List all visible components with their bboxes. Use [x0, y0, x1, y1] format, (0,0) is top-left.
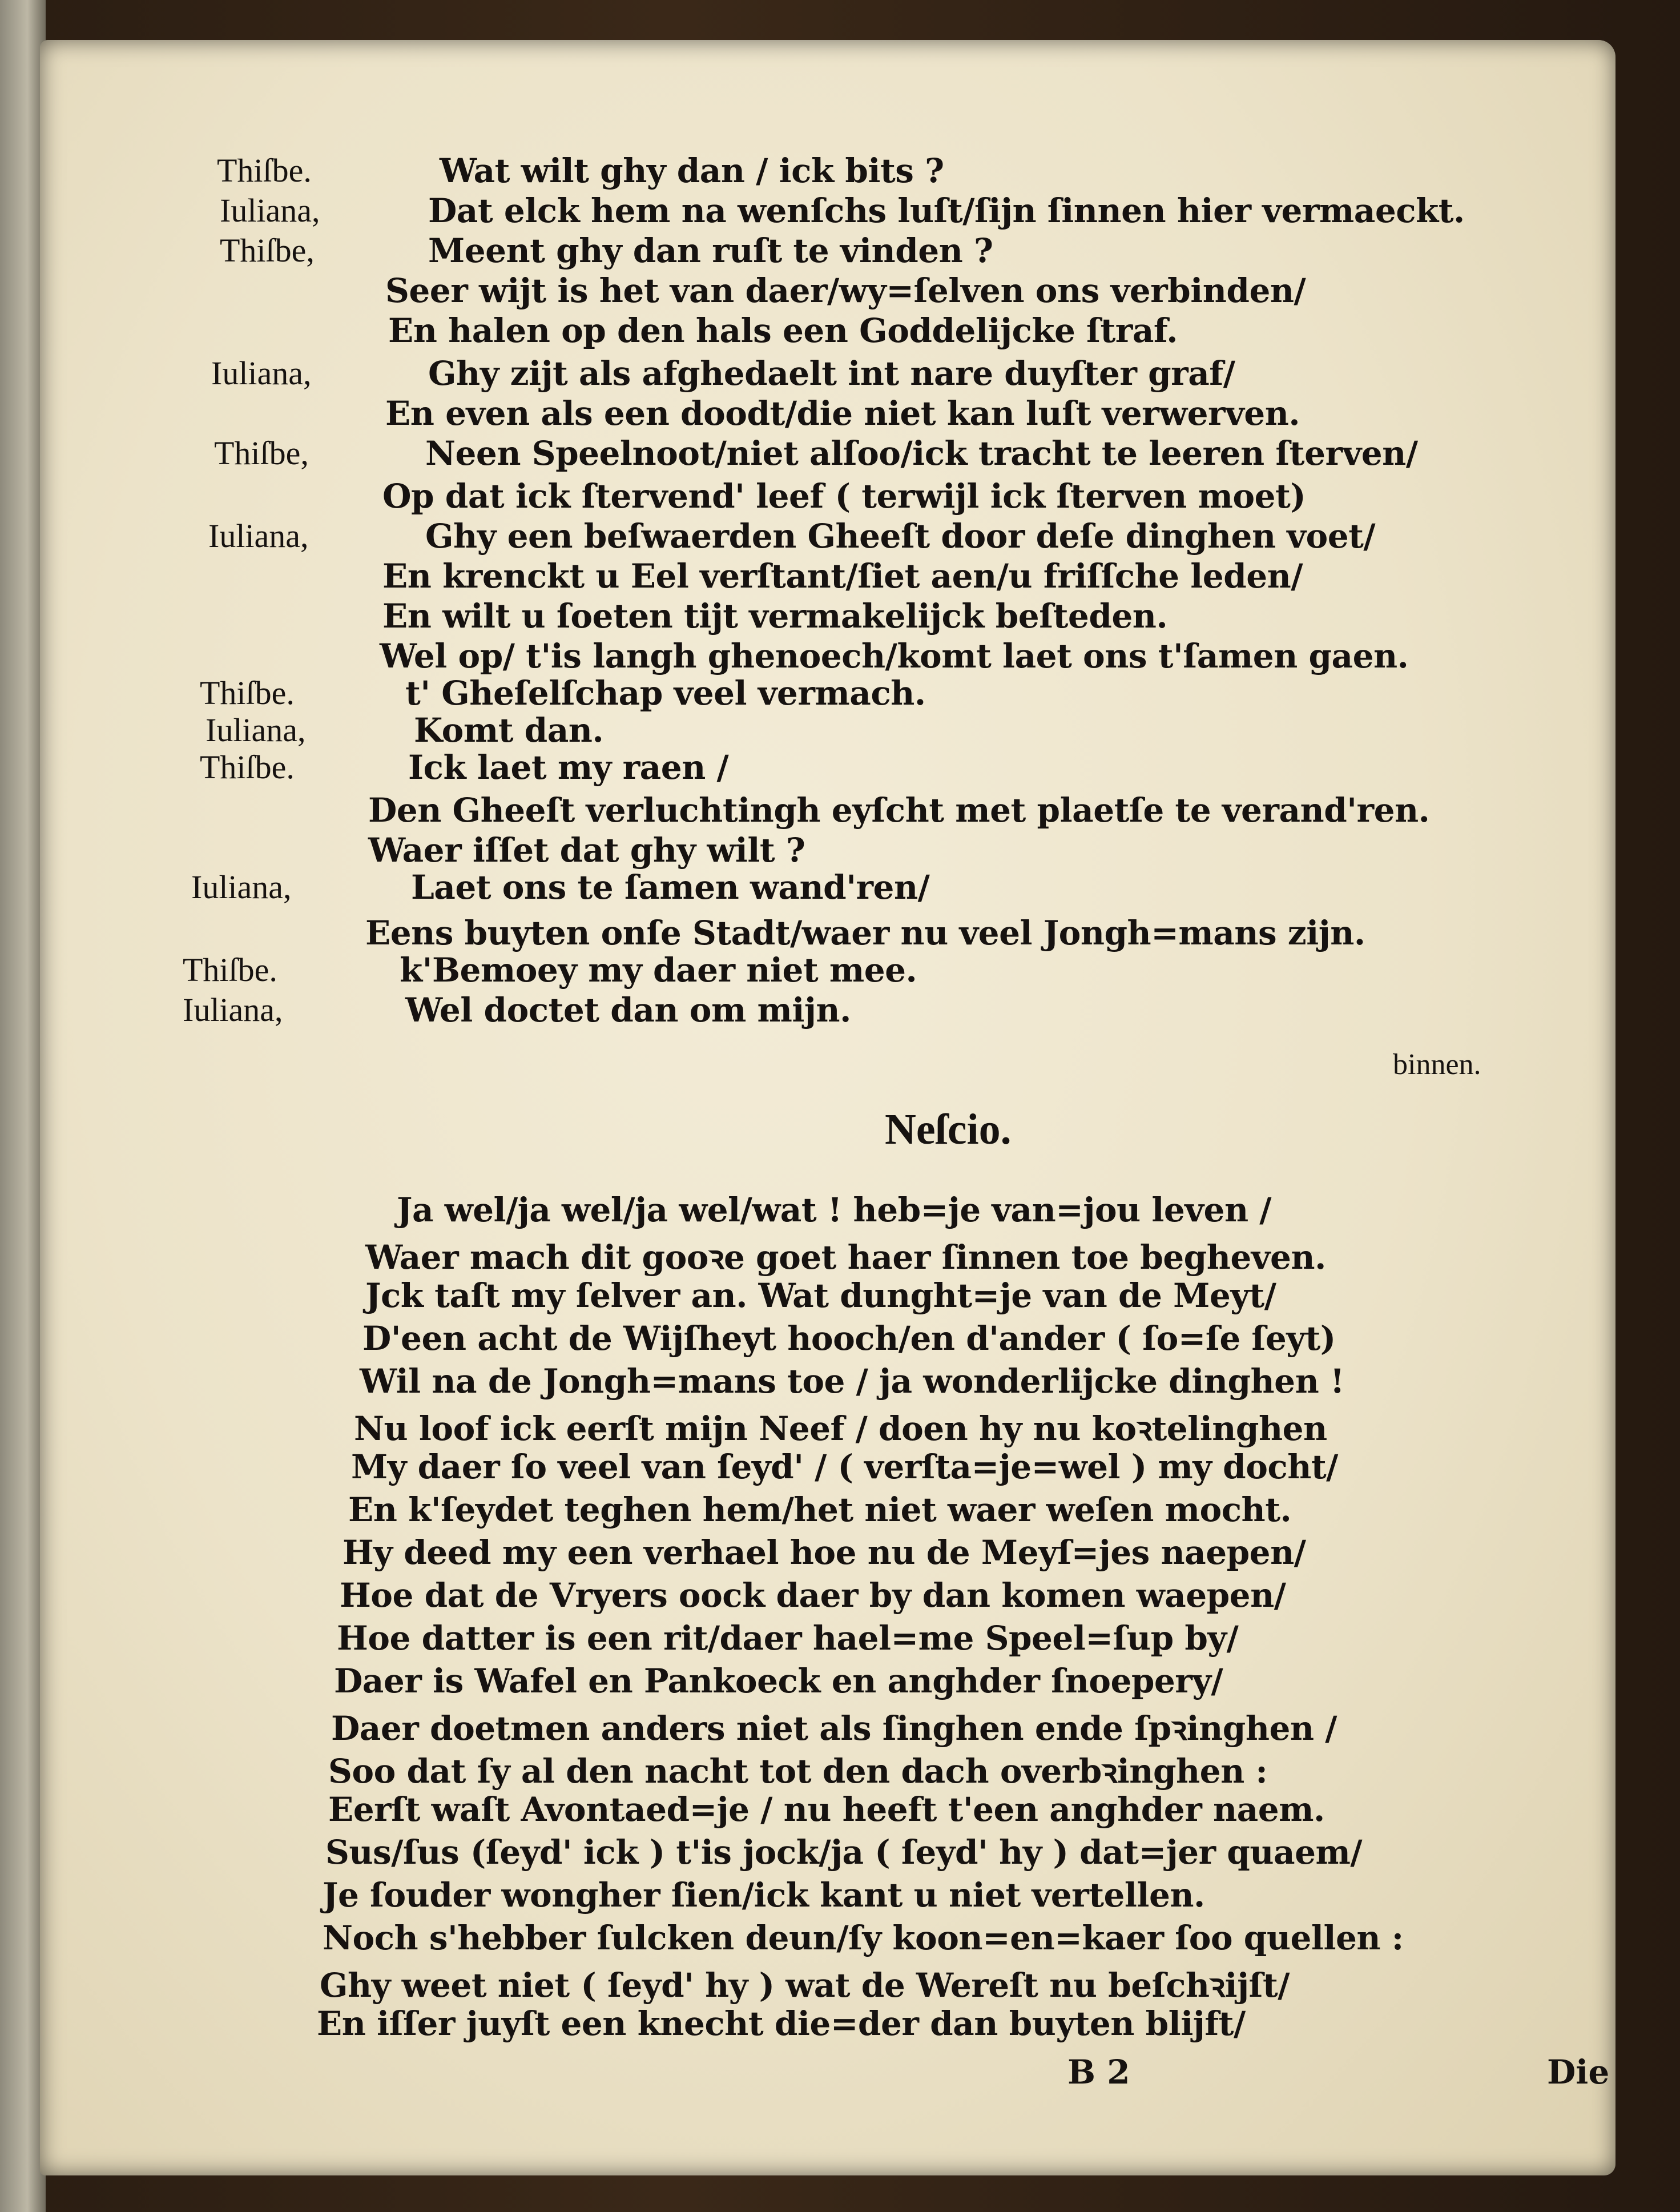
speaker-label: Thiſbe,	[220, 232, 315, 269]
speech-line: Noch s'hebber ſulcken deun/ſy koon=en=kaer ſoo quellen :	[323, 1919, 1404, 1957]
speaker-label: Iuliana,	[211, 355, 312, 392]
catchword: Die	[1547, 2053, 1610, 2092]
speech-line: En iſſer juyſt een knecht die=der dan buyten blijft/	[317, 2004, 1246, 2043]
speech-line: En k'ſeydet teghen hem/het niet waer weſen mocht.	[348, 1490, 1292, 1529]
verse-line: Neen Speelnoot/niet alſoo/ick tracht te leeren ſterven/	[425, 434, 1418, 473]
speech-line: Jck taſt my ſelver an. Wat dunght=je van de Meyt/	[365, 1276, 1276, 1315]
speech-line: Sus/ſus (ſeyd' ick ) t'is jock/ja ( ſeyd' hy ) dat=jer quaem/	[325, 1833, 1363, 1872]
verse-line: Meent ghy dan ruſt te vinden ?	[428, 231, 993, 270]
speech-line: D'een acht de Wijſheyt hooch/en d'ander ( ſo=ſe ſeyt)	[362, 1319, 1336, 1358]
speaker-label: Iuliana,	[183, 991, 283, 1028]
speaker-label: Thiſbe.	[217, 152, 312, 189]
verse-line: t' Gheſelſchap veel vermach.	[405, 674, 926, 713]
verse-line: Op dat ick ſtervend' leef ( terwijl ick ſterven moet)	[382, 477, 1306, 516]
speaker-label: Iuliana,	[220, 192, 320, 229]
verse-line: Komt dan.	[414, 711, 604, 750]
speech-line: Ghy weet niet ( ſeyd' hy ) wat de Wereſt nu beſchꝛijſt/	[320, 1966, 1290, 2005]
verse-line: Den Gheeſt verluchtingh eyſcht met plaetſe te verand'ren.	[368, 791, 1430, 830]
speech-line: My daer ſo veel van ſeyd' / ( verſta=je=wel ) my docht/	[351, 1447, 1338, 1486]
verse-line: Ghy een beſwaerden Gheeſt door deſe dinghen voet/	[425, 517, 1376, 556]
speech-line: Hoe datter is een rit/daer hael=me Speel=ſup by/	[337, 1619, 1239, 1658]
verse-line: Wel doctet dan om mijn.	[405, 991, 851, 1029]
previous-page-edge	[0, 0, 46, 2212]
speech-line: Ja wel/ja wel/ja wel/wat ! heb=je van=jou leven /	[397, 1191, 1271, 1229]
verse-line: Seer wijt is het van daer/wy=ſelven ons verbinden/	[385, 271, 1306, 310]
verse-line: Eens buyten onſe Stadt/waer nu veel Jongh=mans zijn.	[365, 914, 1365, 952]
speech-line: Hy deed my een verhael hoe nu de Meyſ=jes naepen/	[343, 1533, 1306, 1572]
verse-line: Dat elck hem na wenſchs luſt/ſijn ſinnen hier vermaeckt.	[428, 191, 1465, 230]
speech-heading: Neſcio.	[885, 1105, 1012, 1153]
speaker-label: Thiſbe,	[214, 435, 309, 472]
verse-line: Ghy zijt als afghedaelt int nare duyſter graf/	[428, 354, 1235, 393]
verse-line: En krenckt u Eel verſtant/ſiet aen/u friſſche leden/	[382, 557, 1303, 596]
speaker-label: Iuliana,	[208, 517, 309, 554]
verse-line: Wel op/ t'is langh ghenoech/komt laet ons t'ſamen gaen.	[380, 637, 1409, 675]
verse-line: Wat wilt ghy dan / ick bits ?	[440, 151, 944, 190]
verse-line: k'Bemoey my daer niet mee.	[400, 951, 917, 990]
speech-line: Hoe dat de Vryers oock daer by dan komen waepen/	[340, 1576, 1286, 1615]
show-through-text	[1532, 657, 1680, 2084]
verse-line: En even als een doodt/die niet kan luſt verwerven.	[385, 394, 1300, 433]
speaker-label: Iuliana,	[206, 711, 306, 749]
verse-line: En wilt u ſoeten tijt vermakelijck beſteden.	[382, 597, 1168, 636]
speaker-label: Thiſbe.	[200, 674, 295, 711]
stage-direction: binnen.	[1393, 1048, 1481, 1081]
speech-line: Je ſouder wongher ſien/ick kant u niet vertellen.	[323, 1876, 1205, 1915]
speech-line: Eerſt waſt Avontaed=je / nu heeft t'een anghder naem.	[328, 1790, 1325, 1829]
speech-line: Nu loof ick eerſt mijn Neef / doen hy nu koꝛtelinghen	[354, 1409, 1327, 1448]
verse-line: Laet ons te ſamen wand'ren/	[411, 868, 930, 907]
speaker-label: Thiſbe.	[200, 749, 295, 786]
verse-line: Ick laet my raen /	[408, 748, 729, 787]
signature-mark: B 2	[1067, 2053, 1130, 2092]
verse-line: En halen op den hals een Goddelijcke ſtraf.	[388, 311, 1178, 350]
speech-line: Daer doetmen anders niet als ſinghen ende ſpꝛinghen /	[331, 1709, 1337, 1748]
speech-line: Waer mach dit gooꝛe goet haer ſinnen toe begheven.	[365, 1238, 1326, 1277]
speaker-label: Thiſbe.	[183, 951, 277, 988]
speech-line: Daer is Wafel en Pankoeck en anghder ſnoepery/	[334, 1662, 1223, 1700]
verse-line: Waer iſſet dat ghy wilt ?	[368, 831, 805, 870]
speech-line: Soo dat ſy al den nacht tot den dach overbꝛinghen :	[328, 1752, 1268, 1791]
speaker-label: Iuliana,	[191, 868, 292, 906]
speech-line: Wil na de Jongh=mans toe / ja wonderlijcke dinghen !	[360, 1362, 1344, 1401]
